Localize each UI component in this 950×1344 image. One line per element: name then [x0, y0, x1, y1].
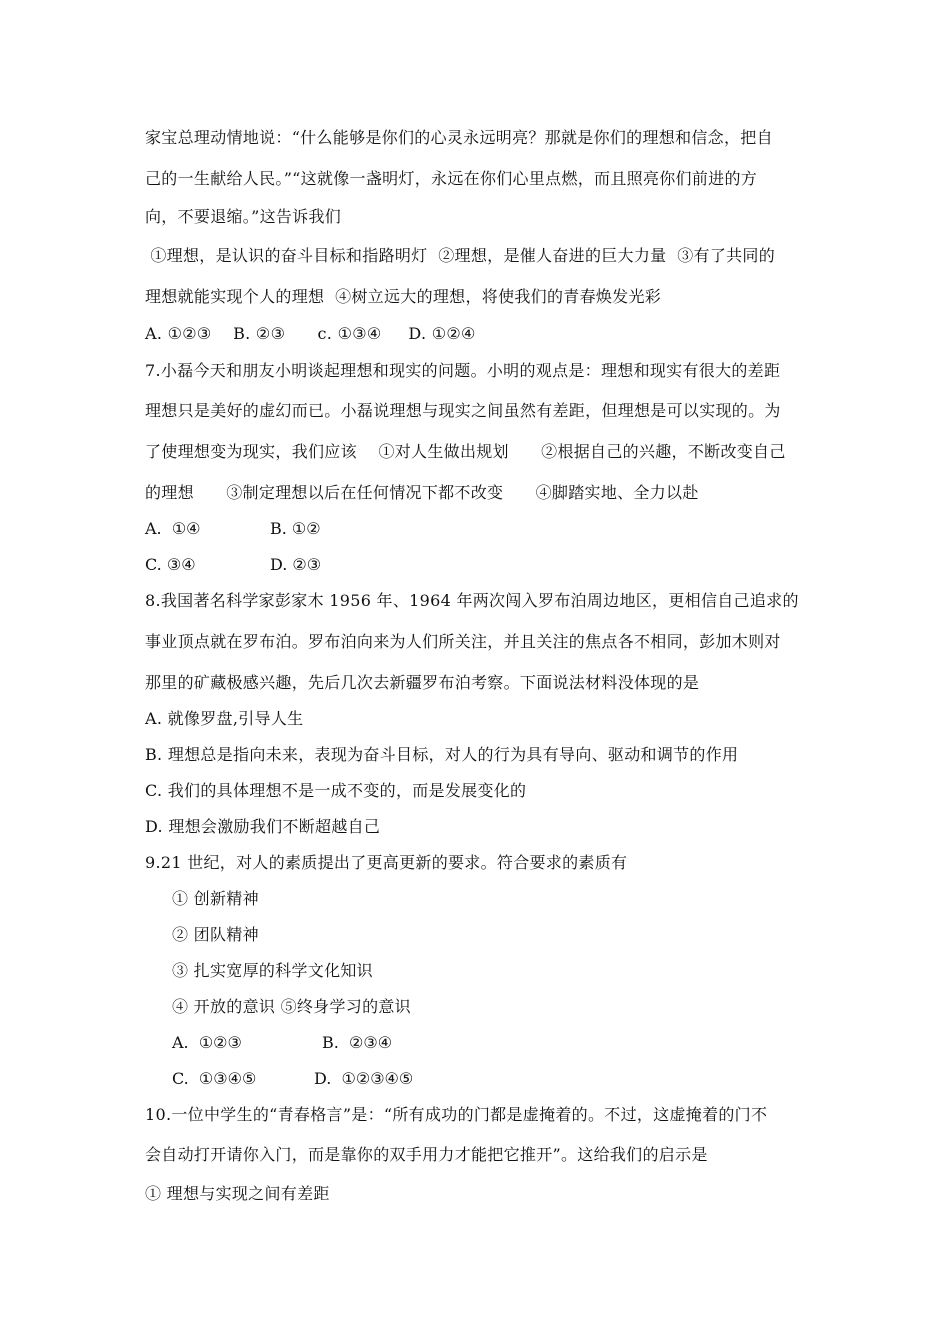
q9-item-4: ④ 开放的意识 ⑤终身学习的意识	[172, 997, 411, 1016]
q10-line-2: 会自动打开请你入门，而是靠你的双手用力才能把它推开”。这给我们的启示是	[145, 1145, 708, 1164]
q7-option-c: C. ③④	[145, 555, 196, 574]
q6-options: A. ①②③ B. ②③ c. ①③④ D. ①②④	[145, 324, 476, 343]
q9-option-b: B. ②③④	[322, 1033, 393, 1052]
q9-option-d: D. ①②③④⑤	[314, 1069, 414, 1088]
q8-option-a: A. 就像罗盘,引导人生	[145, 709, 304, 728]
q6-line-4: ①理想，是认识的奋斗目标和指路明灯 ②理想，是催人奋进的巨大力量 ③有了共同的	[145, 246, 776, 265]
q9-item-3: ③ 扎实宽厚的科学文化知识	[172, 961, 373, 980]
q8-line-1: 8.我国著名科学家彭家木 1956 年、1964 年两次闯入罗布泊周边地区，更相信自己追求的	[145, 591, 799, 610]
q9-item-1: ① 创新精神	[172, 889, 259, 908]
q7-line-2: 理想只是美好的虚幻而已。小磊说理想与现实之间虽然有差距，但理想是可以实现的。为	[145, 401, 781, 420]
q10-line-3: ① 理想与实现之间有差距	[145, 1184, 330, 1203]
q9-stem: 9.21 世纪，对人的素质提出了更高更新的要求。符合要求的素质有	[145, 853, 628, 872]
q6-line-5: 理想就能实现个人的理想 ④树立远大的理想，将使我们的青春焕发光彩	[145, 287, 662, 306]
q7-line-1: 7.小磊今天和朋友小明谈起理想和现实的问题。小明的观点是：理想和现实有很大的差距	[145, 361, 781, 380]
q6-line-2: 己的一生献给人民。”“这就像一盏明灯，永远在你们心里点燃，而且照亮你们前进的方	[145, 169, 758, 188]
q8-option-d: D. 理想会激励我们不断超越自己	[145, 817, 381, 836]
q7-option-a: A. ①④	[145, 519, 201, 538]
q8-option-c: C. 我们的具体理想不是一成不变的，而是发展变化的	[145, 781, 527, 800]
q7-line-3: 了使理想变为现实，我们应该 ①对人生做出规划 ②根据自己的兴趣，不断改变自己	[145, 442, 786, 461]
q10-line-1: 10.一位中学生的“青春格言”是：“所有成功的门都是虚掩着的。不过，这虚掩着的门不	[145, 1105, 768, 1124]
q9-item-2: ② 团队精神	[172, 925, 259, 944]
q9-option-a: A. ①②③	[172, 1033, 242, 1052]
q8-line-2: 事业顶点就在罗布泊。罗布泊向来为人们所关注，并且关注的焦点各不相同，彭加木则对	[145, 632, 781, 651]
q7-option-b: B. ①②	[270, 519, 321, 538]
q7-option-d: D. ②③	[270, 555, 322, 574]
q9-option-c: C. ①③④⑤	[172, 1069, 257, 1088]
q8-line-3: 那里的矿藏极感兴趣，先后几次去新疆罗布泊考察。下面说法材料没体现的是	[145, 673, 700, 692]
q6-line-1: 家宝总理动情地说：“什么能够是你们的心灵永远明亮？那就是你们的理想和信念，把自	[145, 128, 773, 147]
q8-option-b: B. 理想总是指向未来，表现为奋斗目标，对人的行为具有导向、驱动和调节的作用	[145, 745, 739, 764]
q7-line-4: 的理想 ③制定理想以后在任何情况下都不改变 ④脚踏实地、全力以赴	[145, 483, 699, 502]
q6-line-3: 向，不要退缩。”这告诉我们	[145, 207, 342, 226]
